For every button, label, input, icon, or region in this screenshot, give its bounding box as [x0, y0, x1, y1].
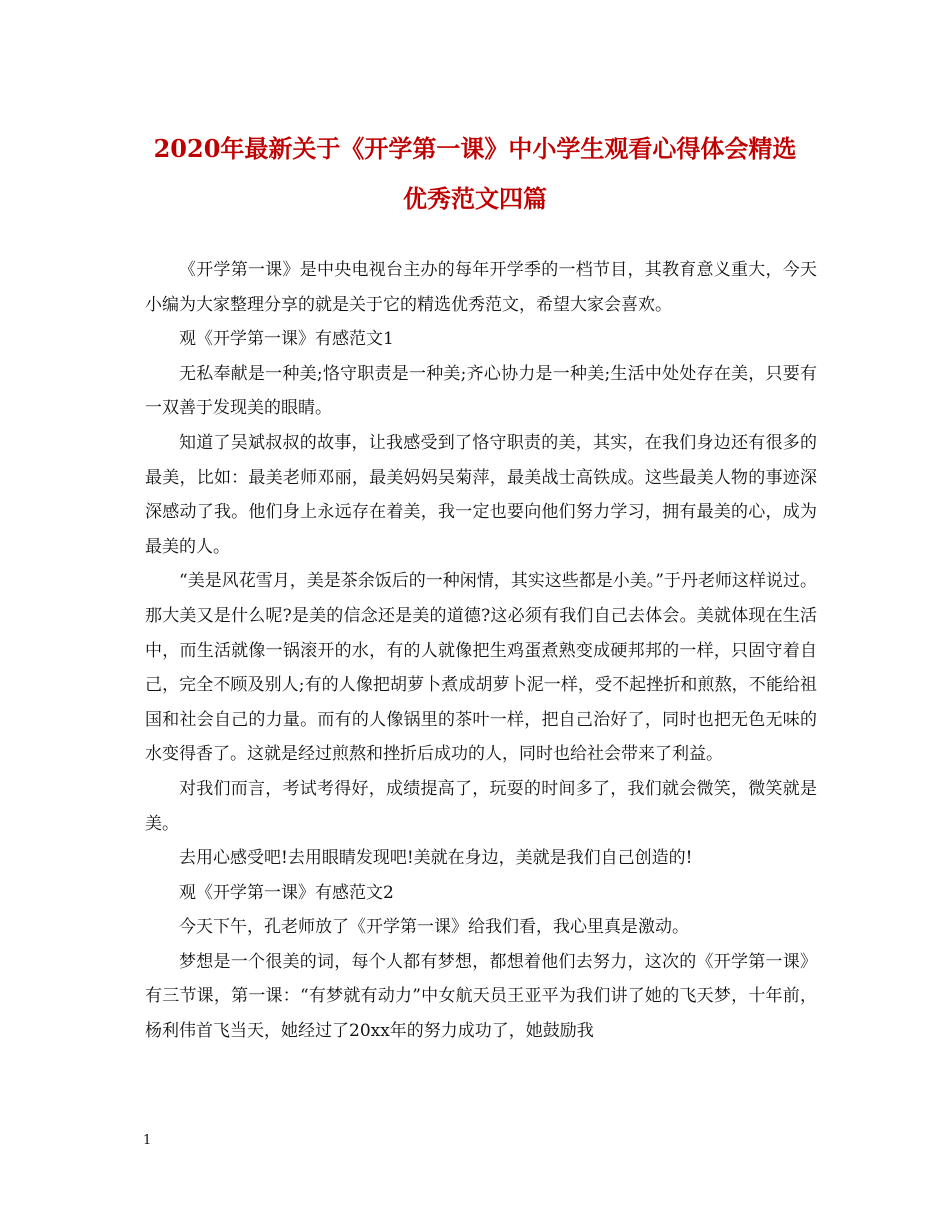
- document-title-line-1: 2020年最新关于《开学第一课》中小学生观看心得体会精选: [153, 134, 797, 163]
- paragraph-intro: 《开学第一课》是中央电视台主办的每年开学季的一档节目，其教育意义重大，今天小编为大家整理分享的就是关于它的精选优秀范文，希望大家会喜欢。: [145, 260, 817, 315]
- paragraph: 知道了吴斌叔叔的故事，让我感受到了恪守职责的美，其实，在我们身边还有很多的最美，比如：最美老师邓丽，最美妈妈吴菊萍，最美战士高铁成。这些最美人物的事迹深深感动了我。他们身上永远存在着美，我一定也要向他们努力学习，拥有最美的心，成为最美的人。: [145, 432, 817, 557]
- paragraph: 无私奉献是一种美;恪守职责是一种美;齐心协力是一种美;生活中处处存在美，只要有一双善于发现美的眼睛。: [145, 363, 817, 419]
- paragraph: “美是风花雪月，美是茶余饭后的一种闲情，其实这些都是小美。”于丹老师这样说过。那大美又是什么呢?是美的信念还是美的道德?这必须有我们自己去体会。美就体现在生活中，而生活就像一锅滚开的水，有的人就像把生鸡蛋煮熟变成硬邦邦的一样，只固守着自己，完全不顾及别人;有的人像把胡萝卜煮成胡萝卜泥一样，受不起挫折和煎熬，不能给祖国和社会自己的力量。而有的人像锅里的茶叶一样，把自己治好了，同时也把无色无味的水变得香了。这就是经过煎熬和挫折后成功的人，同时也给社会带来了利益。: [145, 571, 817, 765]
- page-number: 1: [143, 1133, 152, 1148]
- document-body: [145, 253, 817, 1049]
- paragraph: 去用心感受吧!去用眼睛发现吧!美就在身边，美就是我们自己创造的!: [179, 848, 693, 869]
- paragraph: 对我们而言，考试考得好，成绩提高了，玩耍的时间多了，我们就会微笑，微笑就是美。: [145, 778, 817, 834]
- section-heading-1: 观《开学第一课》有感范文1: [179, 329, 394, 350]
- paragraph: 梦想是一个很美的词，每个人都有梦想，都想着他们去努力，这次的《开学第一课》有三节课，第一课：“有梦就有动力”中女航天员王亚平为我们讲了她的飞天梦，十年前，杨利伟首飞当天，她经过了20xx年的努力成功了，她鼓励我: [145, 951, 817, 1042]
- section-heading-2: 观《开学第一课》有感范文2: [179, 882, 394, 903]
- paragraph: 今天下午，孔老师放了《开学第一课》给我们看，我心里真是激动。: [179, 917, 689, 938]
- document-title-line-2: 优秀范文四篇: [403, 184, 547, 213]
